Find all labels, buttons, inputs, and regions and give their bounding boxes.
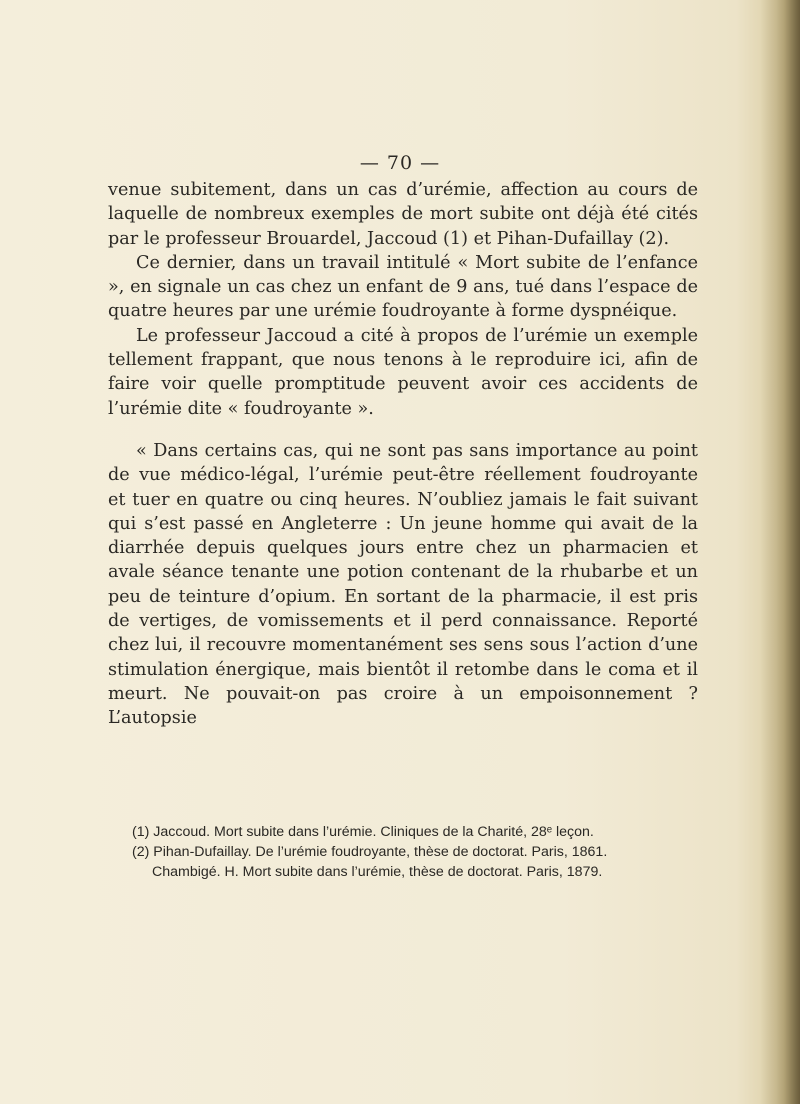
footnote-chambige: Chambigé. H. Mort subite dans l’urémie, thèse de doctorat. Paris, 1879. — [152, 864, 603, 880]
paragraph-ce-dernier: Ce dernier, dans un travail intitulé « Mort subite de l’enfance », en signale un cas chez un enfant de 9 ans, tué dans l’espace de quatre heures par une urémie foudroyante à forme dyspnéique. — [108, 252, 698, 322]
body-text — [108, 178, 698, 731]
paragraph-continuation: venue subitement, dans un cas d’urémie, affection au cours de laquelle de nombreux exemples de mort subite ont déjà été cités par le professeur Brouardel, Jaccoud (1) et Pihan-Dufaillay (2). — [108, 180, 698, 249]
footnotes — [108, 822, 698, 882]
paragraph-jaccoud: Le professeur Jaccoud a cité à propos de l’urémie un exemple tellement frappant, que nous tenons à le reproduire ici, afin de faire voir quelle promptitude peuvent avoir ces accidents de l’urémie dite « foudroyante ». — [108, 325, 698, 419]
footnote-1: (1) Jaccoud. Mort subite dans l’urémie. Cliniques de la Charité, 28ᵉ leçon. — [132, 824, 594, 840]
footnote-2: (2) Pihan-Dufaillay. De l’urémie foudroyante, thèse de doctorat. Paris, 1861. — [132, 844, 608, 860]
page-number: — 70 — — [359, 152, 441, 174]
paragraph-quotation: « Dans certains cas, qui ne sont pas sans importance au point de vue médico-légal, l’urémie peut-être réellement foudroyante et tuer en quatre ou cinq heures. N’oubliez jamais le fait suivant qui s’est passé en Angleterre : Un jeune homme qui avait de la diarrhée depuis quelques jours entre chez un pharmacien et avale séance tenante une potion contenant de la rhubarbe et un peu de teinture d’opium. En sortant de la pharmacie, il est pris de vertiges, de vomissements et il perd connaissance. Reporté chez lui, il recouvre momentanément ses sens sous l’action d’une stimulation énergique, mais bientôt il retombe dans le coma et il meurt. Ne pouvait-on pas croire à un empoisonnement ? L’autopsie — [108, 440, 698, 729]
